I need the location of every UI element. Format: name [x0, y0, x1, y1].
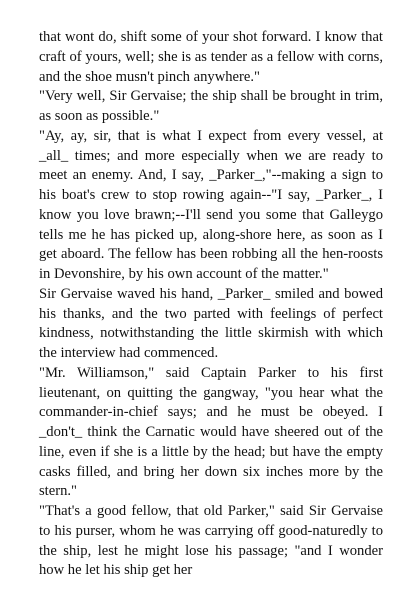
- paragraph-waved-his-hand: Sir Gervaise waved his hand, _Parker_ smiled and bowed his thanks, and the two parted with feelings of perfect kindness, notwithstanding the little skirmish with which the interview had commenced.: [39, 285, 383, 361]
- paragraph-old-parker: "That's a good fellow, that old Parker," said Sir Gervaise to his purser, whom he was carrying off good-naturedly to the ship, lest he might lose his passage; "and I wonder how he let his ship get her: [39, 503, 383, 579]
- book-page-text: [39, 28, 383, 581]
- paragraph-mr-williamson: "Mr. Williamson," said Captain Parker to his first lieutenant, on quitting the gangway, "you hear what the commander-in-chief says; and he must be obeyed. I _don't_ think the Carnatic would have sheered out of the line, even if she is a little by the head; but have the empty casks filled, and bring her down six inches more by the stern.": [39, 364, 383, 500]
- paragraph-shot-forward: that wont do, shift some of your shot forward. I know that craft of yours, well; she is as tender as a fellow with corns, and the shoe musn't pinch anywhere.": [39, 29, 383, 85]
- paragraph-ship-in-trim: "Very well, Sir Gervaise; the ship shall be brought in trim, as soon as possible.": [39, 88, 383, 124]
- paragraph-ay-ay-sir: "Ay, ay, sir, that is what I expect from every vessel, at _all_ times; and more especially when we are ready to meet an enemy. And, I say, _Parker_,"--making a sign to his boat's crew to stop rowing again--"I say, _Parker_, I know you love brawn;--I'll send you some that Galleygo tells me he has picked up, along-shore here, as soon as I get aboard. The fellow has been robbing all the hen-roosts in Devonshire, by his own account of the matter.": [39, 127, 383, 282]
